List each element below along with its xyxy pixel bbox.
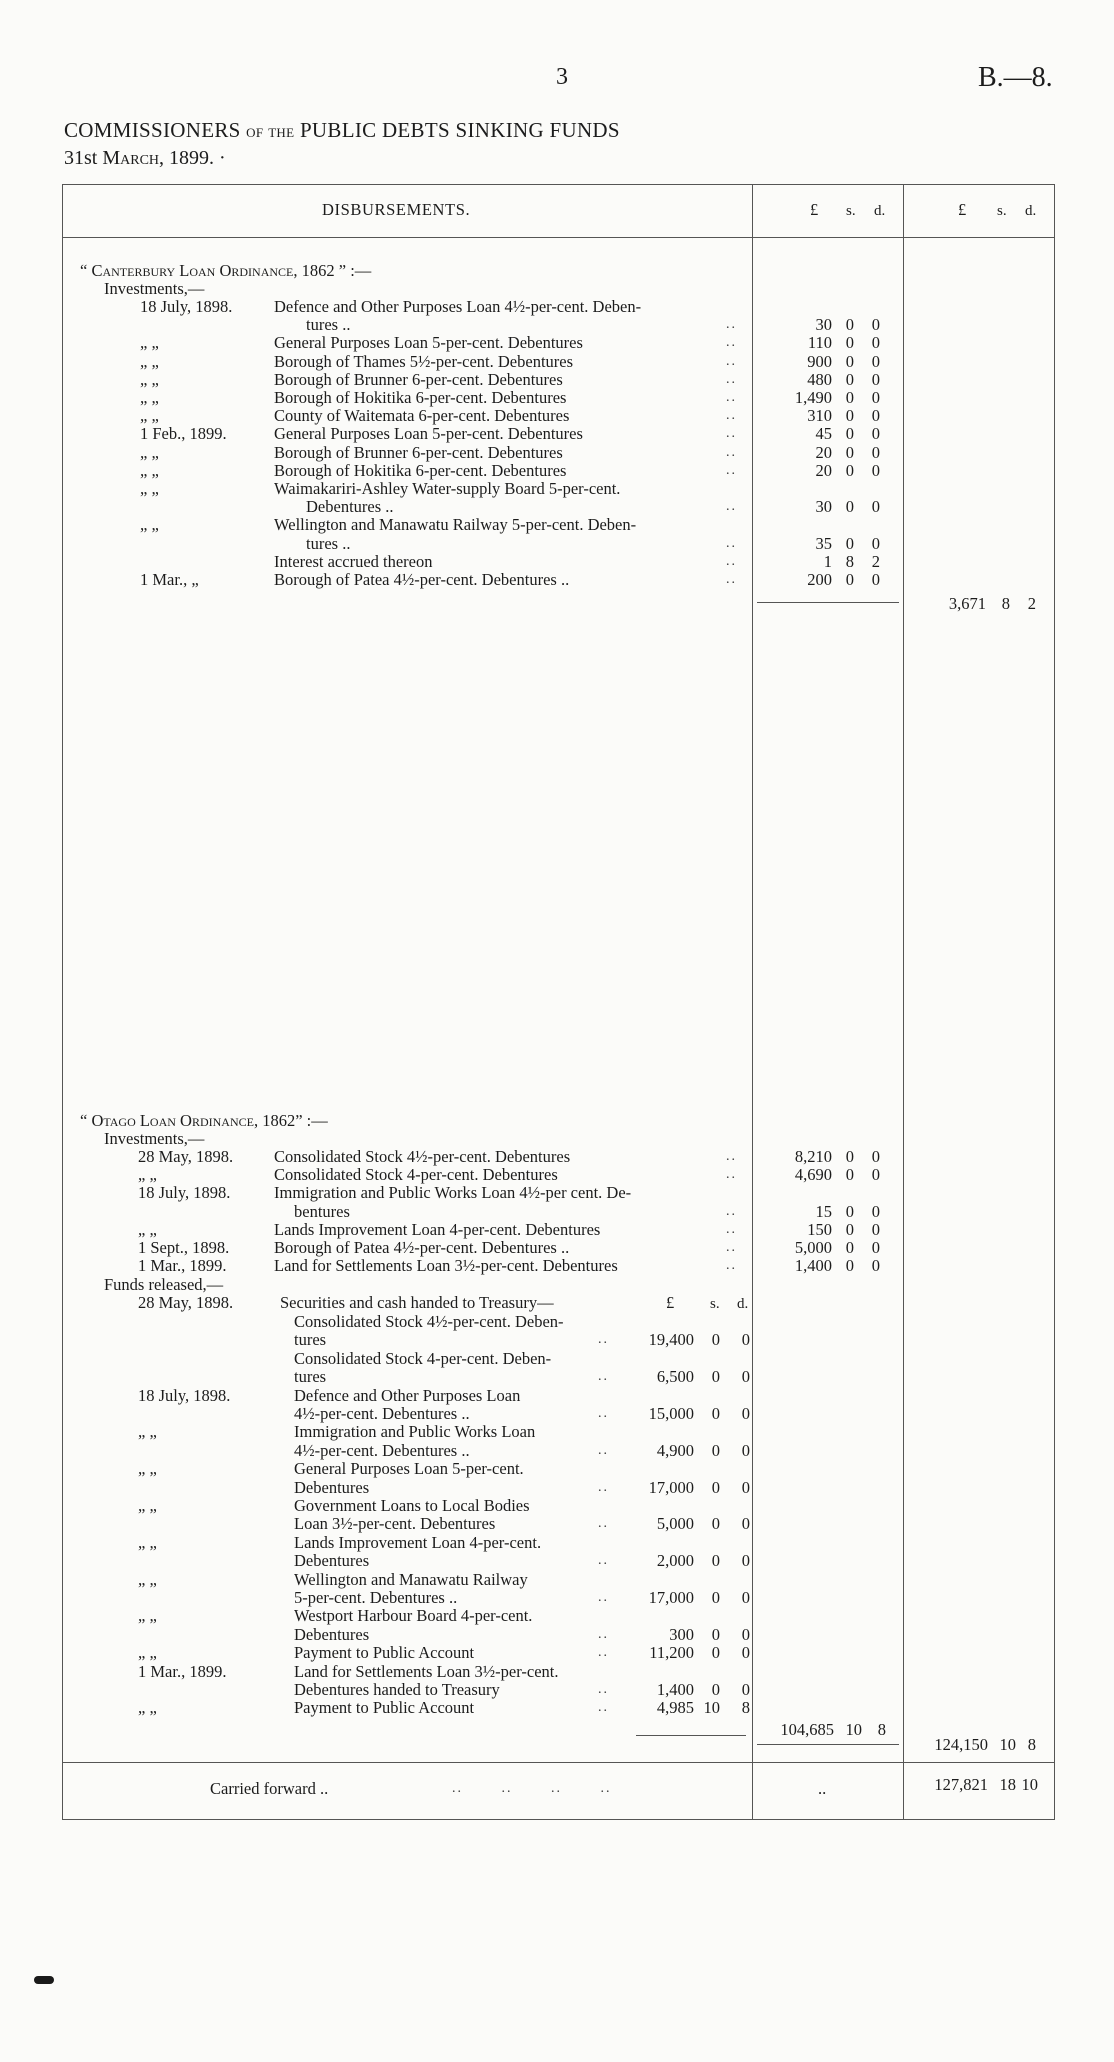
leader-dots: .. [726,499,737,515]
amount-pence: 0 [871,570,880,589]
row-description: tures .. [306,315,351,335]
amount-shillings: 0 [845,424,854,444]
amount-pounds: 6,500 [656,1367,694,1387]
amount-pence: 0 [741,1330,750,1350]
date-part: 31st [64,147,98,169]
leader-dots: .. [726,1240,737,1255]
row-description: 4½-per-cent. Debentures .. [294,1404,470,1423]
row-description: Payment to Public Account [294,1643,475,1663]
leader-dots: .. [598,1553,609,1569]
row-date: 1 Mar., 1899. [138,1256,227,1276]
leader-dots: .. [598,1516,609,1532]
row-description: Land for Settlements Loan 3½-per-cent. [294,1661,559,1681]
row-description: Consolidated Stock 4-per-cent. Debentures [274,1165,558,1185]
row-date: 18 July, 1898. [138,1385,231,1405]
amount-pence: 0 [871,1147,880,1166]
pence-header: d. [1025,203,1037,219]
amount-pounds: 5,000 [656,1514,694,1534]
leader-dots: .. .. .. .. [452,1781,612,1796]
document-code: B.—8. [978,62,1053,93]
table-bottom-rule [62,1819,1054,1820]
carried-forward-pounds: 127,821 [934,1775,988,1794]
title-part: PUBLIC DEBTS SINKING FUNDS [299,118,620,142]
row-description: Immigration and Public Works Loan [294,1422,536,1442]
amount-pence: 0 [741,1404,750,1423]
row-description: Borough of Brunner 6-per-cent. Debentures [274,442,563,462]
row-date: „ „ [138,1459,157,1479]
amount-shillings: 0 [711,1643,720,1663]
amount-shillings: 0 [845,442,854,462]
row-description: tures [294,1330,327,1350]
row-date: 1 Mar., 1899. [138,1661,227,1681]
leader-dots: .. [598,1645,609,1661]
leader-dots: .. [726,317,737,333]
amount-pence: 0 [871,1238,880,1257]
page-number: 3 [556,64,568,90]
funds-subtotal-shillings: 10 [845,1720,862,1739]
page-title [64,118,620,143]
row-description: tures .. [306,533,351,553]
amount-pounds: 1,400 [656,1680,694,1699]
amount-pounds: 1,400 [794,1256,832,1276]
amount-shillings: 0 [711,1477,720,1497]
amount-pounds: 110 [807,333,832,353]
leader-dots: .. [726,1203,737,1219]
amount-pence: 0 [871,442,880,462]
amount-pounds: 200 [807,570,832,589]
row-description: Borough of Thames 5½-per-cent. Debentures [274,351,574,371]
row-description: Defence and Other Purposes Loan 4½-per-cent. Deben- [274,297,642,316]
amount-pounds: 4,985 [656,1698,694,1718]
row-description: Payment to Public Account [294,1698,475,1718]
row-description: Borough of Patea 4½-per-cent. Debentures .. [274,570,570,589]
leader-dots: .. [726,1258,737,1274]
row-date: „ „ [140,460,159,480]
row-date: „ „ [138,1569,157,1589]
row-description: Lands Improvement Loan 4-per-cent. Debentures [274,1219,601,1239]
amount-pence: 0 [741,1367,750,1387]
amount-pence: 0 [871,1165,880,1185]
amount-pounds: 900 [807,351,832,371]
disbursements-header: DISBURSEMENTS. [322,200,471,219]
carried-forward-middle: .. [818,1779,827,1798]
page-date [64,147,226,170]
row-date: „ „ [140,515,159,535]
amount-pence: 0 [871,315,880,335]
footer-rule [62,1762,1054,1763]
amount-pence: 0 [871,369,880,389]
amount-shillings: 0 [711,1588,720,1607]
amount-pence: 0 [741,1624,750,1644]
carried-forward-shillings: 18 [999,1775,1016,1794]
leader-dots: .. [726,353,737,369]
otago-total-rule [757,1744,899,1745]
amount-shillings: 0 [845,1238,854,1257]
row-description: Consolidated Stock 4½-per-cent. Deben- [294,1312,564,1331]
row-date: 1 Feb., 1899. [140,424,227,444]
leader-dots: .. [726,572,737,587]
leader-dots: .. [726,1149,737,1164]
amount-shillings: 0 [711,1404,720,1423]
amount-shillings: 0 [845,333,854,353]
leader-dots: .. [726,426,737,442]
amount-pence: 0 [871,497,880,517]
row-description: General Purposes Loan 5-per-cent. [294,1459,524,1479]
amount-pounds: 4,900 [656,1440,694,1460]
row-description: Government Loans to Local Bodies [294,1496,530,1515]
carried-forward-label: Carried forward .. [210,1779,329,1798]
amount-pounds: 20 [815,460,832,480]
row-date: „ „ [138,1165,157,1185]
row-description: Loan 3½-per-cent. Debentures [294,1514,496,1534]
leader-dots: .. [726,408,737,424]
row-description: General Purposes Loan 5-per-cent. Debentures [274,424,583,444]
row-description: Westport Harbour Board 4-per-cent. [294,1606,533,1626]
canterbury-heading: “ Canterbury Loan Ordinance, 1862 ” :— [80,261,372,280]
leader-dots: .. [598,1332,609,1348]
amount-shillings: 0 [845,1147,854,1166]
leader-dots: .. [726,335,737,351]
amount-shillings: 0 [845,388,854,407]
row-date: 1 Mar., „ [140,570,199,589]
row-description: Defence and Other Purposes Loan [294,1385,521,1405]
amount-shillings: 0 [845,533,854,553]
row-date: 1 Sept., 1898. [138,1238,230,1257]
canterbury-subheading: Investments,— [104,279,205,298]
leader-dots: .. [726,553,737,569]
amount-pence: 0 [741,1588,750,1607]
amount-pounds: 35 [815,533,832,553]
funds-pound-header: £ [666,1293,675,1312]
shilling-header: s. [846,203,856,219]
amount-pounds: 150 [807,1219,832,1239]
shilling-header: s. [997,203,1007,219]
row-date: „ „ [140,369,159,389]
title-part: COMMISSIONERS [64,118,241,142]
amount-pounds: 30 [815,315,832,335]
row-description: 5-per-cent. Debentures .. [294,1588,458,1607]
amount-shillings: 0 [845,1219,854,1239]
leader-dots: .. [726,462,737,478]
otago-total-pounds: 124,150 [934,1735,988,1754]
amount-shillings: 0 [845,570,854,589]
amount-pence: 0 [871,388,880,407]
leader-dots: .. [598,1442,609,1458]
amount-pounds: 17,000 [648,1588,694,1607]
amount-pence: 2 [871,551,880,571]
leader-dots: .. [726,535,737,551]
amount-pounds: 15 [815,1201,832,1221]
amount-pounds: 17,000 [648,1477,694,1497]
row-date: „ „ [138,1532,157,1552]
leader-dots: .. [726,390,737,405]
row-description: Wellington and Manawatu Railway [294,1569,528,1589]
leader-dots: .. [598,1700,609,1716]
row-description: Debentures [294,1551,370,1571]
pound-header: £ [810,200,819,219]
amount-pounds: 310 [807,406,832,426]
amount-pence: 0 [741,1551,750,1571]
amount-pounds: 480 [807,369,832,389]
canterbury-total-pence: 2 [1027,594,1036,613]
amount-pence: 0 [871,1219,880,1239]
amount-shillings: 0 [711,1624,720,1644]
column-rule-1 [752,184,753,1820]
amount-pounds: 2,000 [656,1551,694,1571]
table-top-rule [62,184,1054,185]
canterbury-total-rule [757,602,899,603]
funds-header-text: Securities and cash handed to Treasury— [280,1293,554,1312]
funds-subtotal-pounds: 104,685 [780,1720,834,1739]
amount-pounds: 15,000 [648,1404,694,1423]
row-description: Borough of Brunner 6-per-cent. Debentures [274,369,563,389]
amount-shillings: 0 [845,460,854,480]
row-date: „ „ [138,1496,157,1515]
column-rule-2 [903,184,904,1820]
date-part: March [102,147,160,169]
row-description: bentures [294,1201,350,1221]
amount-shillings: 10 [703,1698,720,1718]
otago-total-shillings: 10 [999,1735,1016,1754]
row-description: Consolidated Stock 4½-per-cent. Debentures [274,1147,571,1166]
row-description: Debentures handed to Treasury [294,1680,500,1699]
amount-shillings: 0 [711,1330,720,1350]
row-date: „ „ [138,1643,157,1663]
funds-shilling-header: s. [710,1296,720,1312]
canterbury-total-pounds: 3,671 [948,594,986,613]
funds-pence-header: d. [737,1296,749,1312]
amount-shillings: 0 [711,1680,720,1699]
amount-shillings: 0 [711,1367,720,1387]
amount-shillings: 0 [845,406,854,426]
row-description: Borough of Patea 4½-per-cent. Debentures .. [274,1238,570,1257]
amount-pence: 0 [871,406,880,426]
row-date: „ „ [140,442,159,462]
table-header-rule [62,237,1054,238]
row-description: Consolidated Stock 4-per-cent. Deben- [294,1348,552,1368]
funds-released-label: Funds released,— [104,1275,224,1294]
amount-pence: 0 [741,1643,750,1663]
row-description: Wellington and Manawatu Railway 5-per-cent. Deben- [274,515,637,535]
leader-dots: .. [598,1626,609,1642]
leader-dots: .. [598,1590,609,1605]
pound-header: £ [958,200,967,219]
leader-dots: .. [598,1479,609,1495]
otago-heading: “ Otago Loan Ordinance, 1862” :— [80,1111,328,1130]
amount-pence: 8 [741,1698,750,1718]
row-description: County of Waitemata 6-per-cent. Debentures [274,406,570,426]
title-part: of the [246,121,295,141]
amount-pounds: 300 [669,1624,694,1644]
amount-shillings: 0 [845,351,854,371]
amount-shillings: 8 [845,551,854,571]
canterbury-total-shillings: 8 [1001,594,1010,613]
amount-shillings: 0 [845,369,854,389]
amount-pounds: 5,000 [794,1238,832,1257]
funds-subtotal-pence: 8 [877,1720,886,1739]
amount-pence: 0 [871,424,880,444]
row-date: „ „ [140,351,159,371]
row-date: „ „ [138,1606,157,1626]
amount-shillings: 0 [845,315,854,335]
row-date: „ „ [140,388,159,407]
otago-total-pence: 8 [1027,1735,1036,1754]
row-description: Borough of Hokitika 6-per-cent. Debentures [274,460,567,480]
amount-pounds: 4,690 [794,1165,832,1185]
amount-pence: 0 [741,1440,750,1460]
row-date: „ „ [140,406,159,426]
row-description: tures [294,1367,327,1387]
row-date: „ „ [140,479,159,498]
row-date: 18 July, 1898. [138,1183,231,1203]
row-date: 28 May, 1898. [138,1147,234,1166]
amount-pence: 0 [871,1256,880,1276]
amount-pence: 0 [741,1514,750,1534]
leader-dots: .. [726,444,737,460]
row-description: Debentures [294,1624,370,1644]
amount-pence: 0 [871,460,880,480]
amount-pence: 0 [741,1680,750,1699]
amount-shillings: 0 [845,1165,854,1185]
row-description: Debentures [294,1477,370,1497]
amount-pounds: 20 [815,442,832,462]
amount-pounds: 19,400 [648,1330,694,1350]
ink-blot [34,1976,54,1984]
amount-shillings: 0 [845,1201,854,1221]
pence-header: d. [874,203,886,219]
amount-pounds: 1 [823,551,832,571]
carried-forward-pence: 10 [1021,1775,1038,1794]
amount-pence: 0 [871,533,880,553]
funds-date: 28 May, 1898. [138,1293,234,1312]
row-description: Immigration and Public Works Loan 4½-per cent. De- [274,1183,632,1203]
amount-shillings: 0 [845,1256,854,1276]
amount-shillings: 0 [711,1551,720,1571]
row-description: 4½-per-cent. Debentures .. [294,1440,470,1460]
row-date: „ „ [138,1698,157,1718]
leader-dots: .. [726,371,737,387]
amount-pence: 0 [871,1201,880,1221]
leader-dots: .. [726,1221,737,1237]
row-description: Lands Improvement Loan 4-per-cent. [294,1532,542,1552]
amount-pounds: 45 [815,424,832,444]
row-date: 18 July, 1898. [140,297,233,316]
amount-pounds: 30 [815,497,832,517]
amount-pence: 0 [741,1477,750,1497]
date-part: , 1899. · [159,147,226,169]
leader-dots: .. [598,1682,609,1697]
row-description: Land for Settlements Loan 3½-per-cent. Debentures [274,1256,618,1276]
row-date: „ „ [138,1219,157,1239]
row-description: Borough of Hokitika 6-per-cent. Debentures [274,388,567,407]
amount-shillings: 0 [845,497,854,517]
table-right-rule [1054,184,1055,1820]
row-description: Debentures .. [306,497,394,517]
leader-dots: .. [726,1167,737,1183]
row-description: Waimakariri-Ashley Water-supply Board 5-per-cent. [274,479,621,498]
funds-subtotal-rule [636,1735,746,1736]
otago-subheading: Investments,— [104,1129,205,1148]
row-description: General Purposes Loan 5-per-cent. Debentures [274,333,583,353]
amount-shillings: 0 [711,1440,720,1460]
amount-pounds: 11,200 [649,1643,694,1663]
amount-shillings: 0 [711,1514,720,1534]
leader-dots: .. [598,1406,609,1421]
row-date: „ „ [140,333,159,353]
row-description: Interest accrued thereon [274,551,433,571]
table-left-rule [62,184,63,1820]
amount-pence: 0 [871,351,880,371]
amount-pounds: 8,210 [794,1147,832,1166]
amount-pounds: 1,490 [794,388,832,407]
amount-pence: 0 [871,333,880,353]
leader-dots: .. [598,1369,609,1385]
row-date: „ „ [138,1422,157,1442]
